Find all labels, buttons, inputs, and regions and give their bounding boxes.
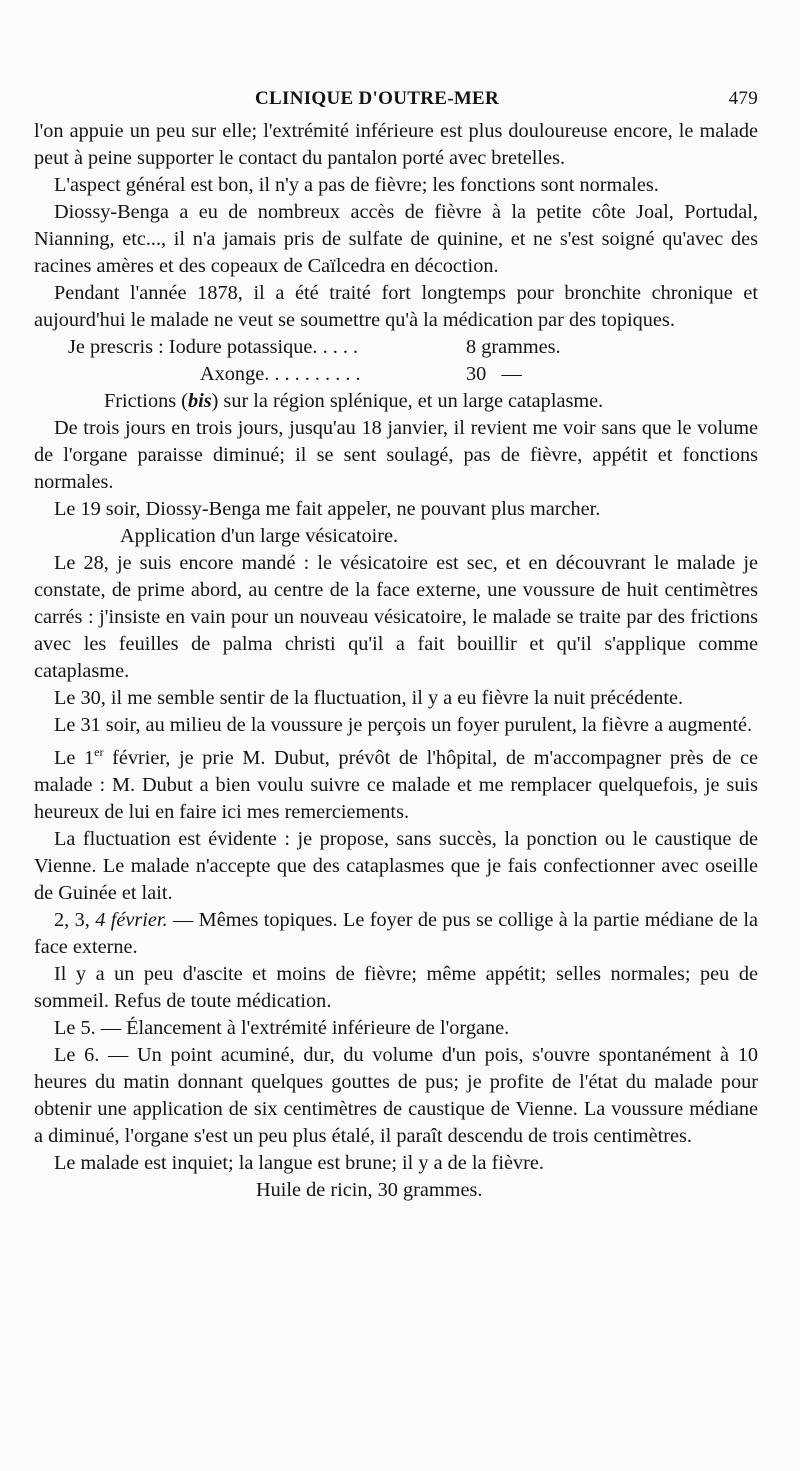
paragraph: Le 5. — Élancement à l'extrémité inférieure de l'organe. — [54, 1016, 510, 1039]
paragraph: La fluctuation est évidente : je propose, sans succès, la ponction ou le caustique de Vienne. Le malade n'accepte que des cataplasmes que je fais confectionner avec oseille de Guinée et lait. — [34, 827, 758, 904]
frictions-line: Frictions (bis) sur la région splénique, et un large cataplasme. — [104, 390, 604, 412]
running-header — [40, 88, 758, 114]
paragraph: De trois jours en trois jours, jusqu'au 18 janvier, il revient me voir sans que le volume de l'organe paraisse diminué; il se sent soulagé, pas de fièvre, appétit et fonctions normales. — [34, 417, 758, 493]
prescription-line: Huile de ricin, 30 grammes. — [256, 1178, 483, 1201]
paragraph: Le 6. — Un point acuminé, dur, du volume d'un pois, s'ouvre spontanément à 10 heures du matin donnant quelques gouttes de pus; je profite de l'état du malade pour obtenir une application de six centimètres de caustique de Vienne. La voussure médiane a diminué, l'organe s'est un peu plus étalé, il paraît descendu de trois centimètres. — [34, 1043, 758, 1147]
prescription-quantity: 30 — — [466, 363, 522, 385]
paragraph: Le 1er février, je prie M. Dubut, prévôt de l'hôpital, de m'accompagner près de ce malade : M. Dubut a bien voulu suivre ce malade et me remplacer quelquefois, je suis heureux de lui en faire ici mes remerciements. — [34, 745, 758, 823]
application-line: Application d'un large vésicatoire. — [120, 525, 399, 547]
page-number: 479 — [728, 88, 758, 109]
paragraph: L'aspect général est bon, il n'y a pas de fièvre; les fonctions sont normales. — [54, 174, 659, 196]
prescription-quantity: 8 grammes. — [466, 336, 561, 358]
body-text — [34, 118, 758, 1204]
paragraph: 2, 3, 4 février. — Mêmes topiques. Le foyer de pus se collige à la partie médiane de la face externe. — [34, 908, 759, 958]
paragraph: Le malade est inquiet; la langue est brune; il y a de la fièvre. — [54, 1151, 544, 1174]
paragraph: Le 30, il me semble sentir de la fluctuation, il y a eu fièvre la nuit précédente. — [54, 687, 684, 709]
paragraph: Diossy-Benga a eu de nombreux accès de fièvre à la petite côte Joal, Portudal, Nianning, etc..., il n'a jamais pris de sulfate de quinine, et ne s'est soigné qu'avec des racines amères et des copeaux de Caïlcedra en décoction. — [34, 201, 758, 277]
prescription-item: Je prescris : Iodure potassique. . . . . — [68, 336, 359, 358]
prescription — [34, 334, 758, 388]
prescription-line — [34, 361, 758, 388]
prescription-item: Axonge. . . . . . . . . . — [200, 363, 361, 385]
paragraph: Le 28, je suis encore mandé : le vésicatoire est sec, et en découvrant le malade je constate, de prime abord, au centre de la face externe, une voussure de huit centimètres carrés : j'insiste en vain pour un nouveau vésicatoire, le malade se traite par des frictions avec les feuilles de palma christi qu'il a fait bouillir et qu'il s'applique comme cataplasme. — [34, 552, 758, 682]
paragraph: l'on appuie un peu sur elle; l'extrémité inférieure est plus douloureuse encore, le malade peut à peine supporter le contact du pantalon porté avec bretelles. — [34, 120, 758, 169]
paragraph: Le 19 soir, Diossy-Benga me fait appeler, ne pouvant plus marcher. — [54, 498, 601, 520]
paragraph: Le 31 soir, au milieu de la voussure je perçois un foyer purulent, la fièvre a augmenté. — [54, 714, 753, 736]
paragraph: Il y a un peu d'ascite et moins de fièvre; même appétit; selles normales; peu de sommeil. Refus de toute médication. — [34, 962, 758, 1012]
prescription-line — [34, 334, 758, 361]
running-title: CLINIQUE D'OUTRE-MER — [255, 88, 500, 109]
paragraph: Pendant l'année 1878, il a été traité fort longtemps pour bronchite chronique et aujourd'hui le malade ne veut se soumettre qu'à la médication par des topiques. — [34, 282, 758, 331]
